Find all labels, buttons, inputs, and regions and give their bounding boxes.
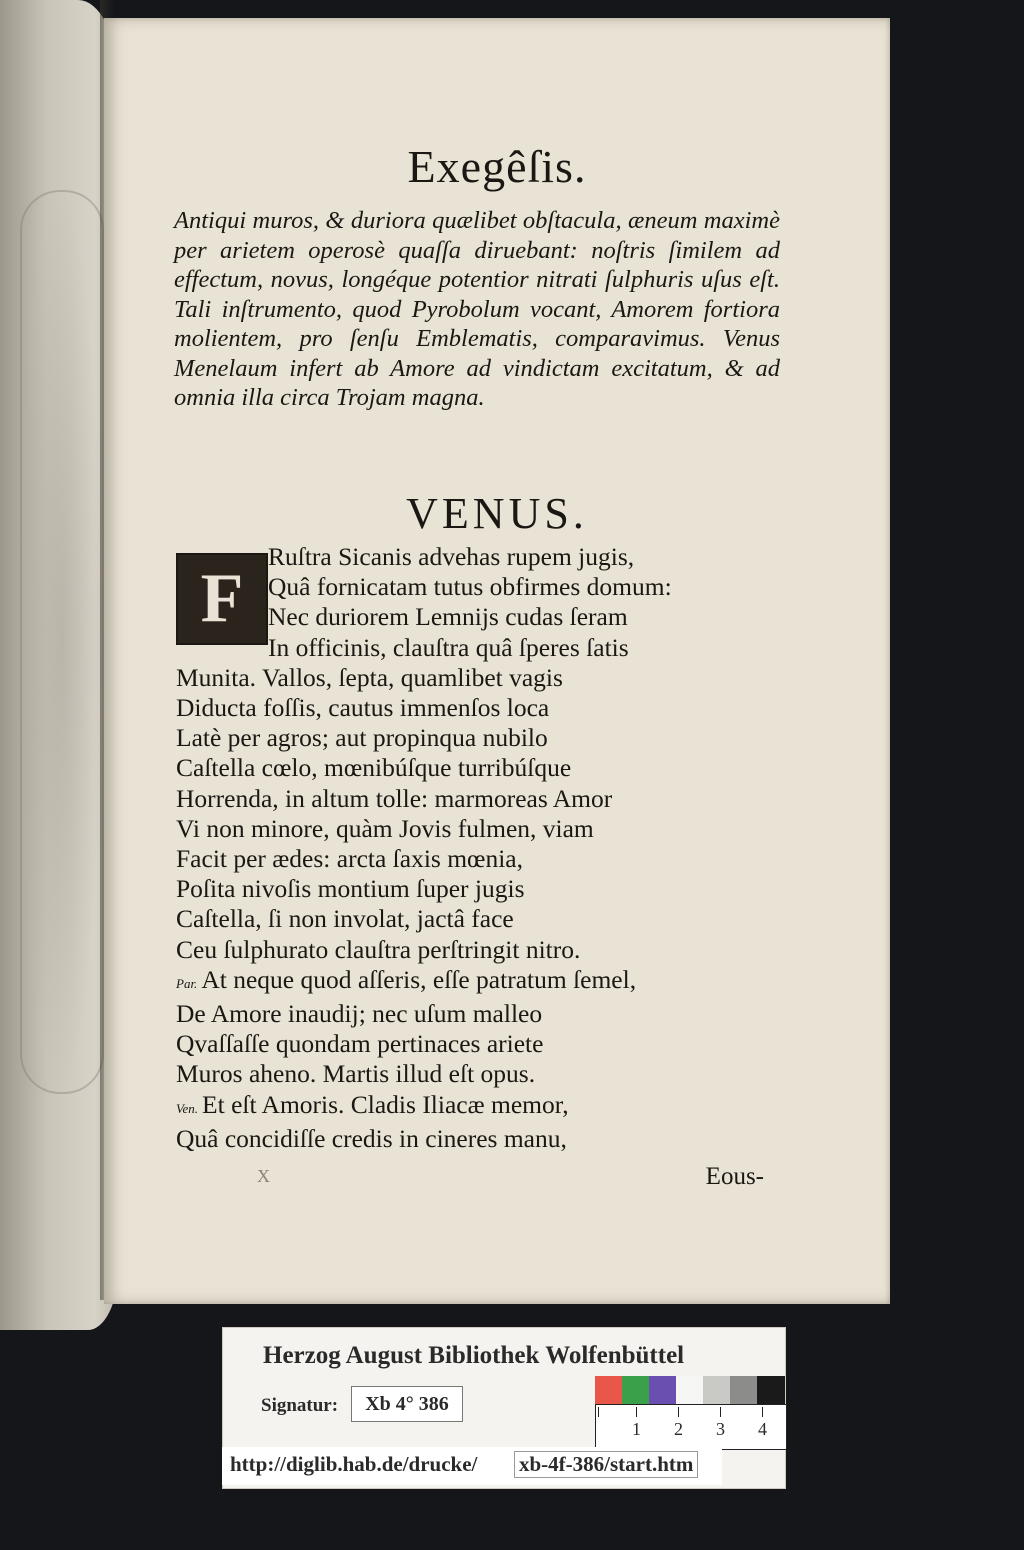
color-swatch bbox=[757, 1376, 785, 1404]
poem-line: Caſtella, ſi non involat, jactâ face bbox=[176, 904, 514, 934]
url-path[interactable]: xb-4f-386/start.htm bbox=[514, 1451, 698, 1478]
poem-line: Facit per ædes: arcta ſaxis mœnia, bbox=[176, 844, 523, 874]
facing-page-engraving bbox=[20, 190, 104, 1094]
color-swatch bbox=[595, 1376, 622, 1404]
color-swatch bbox=[649, 1376, 676, 1404]
dialogue-text: Muros aheno. Martis illud eſt opus. bbox=[176, 1059, 536, 1089]
dialogue-line bbox=[176, 1090, 796, 1124]
dialogue-text: De Amore inaudij; nec uſum malleo bbox=[176, 999, 543, 1029]
dialogue-text: Quâ concidiſſe credis in cineres manu, bbox=[176, 1123, 567, 1153]
ruler-tick bbox=[762, 1407, 763, 1417]
measurement-ruler bbox=[595, 1404, 787, 1450]
signatur-label: Signatur: bbox=[261, 1395, 339, 1416]
ruler-tick bbox=[678, 1407, 679, 1417]
poem-line: Nec duriorem Lemnijs cudas ſeram bbox=[268, 602, 628, 632]
source-url[interactable] bbox=[222, 1447, 722, 1485]
speaker-heading: VENUS. bbox=[406, 489, 588, 538]
poem-line: Quâ fornicatam tutus obfirmes domum: bbox=[268, 572, 672, 602]
ruler-tick bbox=[598, 1407, 599, 1417]
poem-line: Caſtella cœlo, mœnibúſque turribúſque bbox=[176, 753, 572, 783]
dialogue-text: Et eſt Amoris. Cladis Iliacæ memor, bbox=[202, 1089, 569, 1119]
poem-line: Horrenda, in altum tolle: marmoreas Amor bbox=[176, 783, 613, 813]
exegesis-paragraph: Antiqui muros, & duriora quælibet obſtacula, æneum maximè per arietem operosè quaſſa diruebant: noſtris ſimilem ad effectum, novus, longéque potentior nitrati ſulphuris uſus eſt. Tali inſtrumento, quod Pyrobolum vocant, Amorem fortiora molientem, pro ſenſu Emblematis, comparavimus. Venus Menelaum infert ab Amore ad vindictam excitatum, & ad omnia illa circa Trojam magna. bbox=[174, 207, 780, 411]
poem-line: Diducta foſſis, cautus immenſos loca bbox=[176, 693, 550, 723]
book-page bbox=[104, 18, 890, 1304]
dialogue-line bbox=[176, 1059, 796, 1089]
poem-line: Poſita nivoſis montium ſuper jugis bbox=[176, 874, 525, 904]
catchword: Eous- bbox=[705, 1163, 764, 1190]
poem-line: Latè per agros; aut propinqua nubilo bbox=[176, 723, 548, 753]
signature-mark: X bbox=[257, 1166, 270, 1186]
library-name: Herzog August Bibliothek Wolfenbüttel bbox=[263, 1342, 685, 1369]
ruler-number: 4 bbox=[758, 1419, 767, 1439]
poem-body bbox=[176, 542, 796, 1154]
color-calibration-chart bbox=[595, 1376, 785, 1452]
page-title: Exegêſis. bbox=[407, 141, 587, 192]
ruler-number: 2 bbox=[674, 1419, 683, 1439]
dialogue-text: Qvaſſaſſe quondam pertinaces ariete bbox=[176, 1029, 544, 1059]
color-swatch bbox=[622, 1376, 649, 1404]
color-swatch bbox=[730, 1376, 757, 1404]
ruler-number: 3 bbox=[716, 1419, 725, 1439]
dialogue-line bbox=[176, 1029, 796, 1059]
url-base[interactable]: http://diglib.hab.de/drucke/ bbox=[230, 1452, 478, 1476]
color-swatch bbox=[676, 1376, 703, 1404]
dialogue-text: At neque quod aſſeris, eſſe patratum ſemel, bbox=[201, 964, 637, 994]
ruler-tick bbox=[720, 1407, 721, 1417]
ruler-tick bbox=[636, 1407, 637, 1417]
speaker-abbrev: Par. bbox=[176, 975, 198, 991]
poem-line: Ceu ſulphurato clauſtra perſtringit nitro. bbox=[176, 934, 581, 964]
dialogue-line bbox=[176, 999, 796, 1029]
poem-line: Vi non minore, quàm Jovis fulmen, viam bbox=[176, 813, 594, 843]
speaker-abbrev: Ven. bbox=[176, 1100, 199, 1116]
signatur-value: Xb 4° 386 bbox=[351, 1386, 463, 1422]
color-swatch bbox=[703, 1376, 730, 1404]
dialogue-line bbox=[176, 1124, 796, 1154]
dialogue-line bbox=[176, 965, 796, 999]
drop-cap-letter: F bbox=[200, 560, 244, 637]
poem-line: Munita. Vallos, ſepta, quamlibet vagis bbox=[176, 662, 563, 692]
ruler-number: 1 bbox=[632, 1419, 641, 1439]
poem-line: In officinis, clauſtra quâ ſperes ſatis bbox=[268, 632, 629, 662]
poem-line: Ruſtra Sicanis advehas rupem jugis, bbox=[268, 542, 635, 571]
